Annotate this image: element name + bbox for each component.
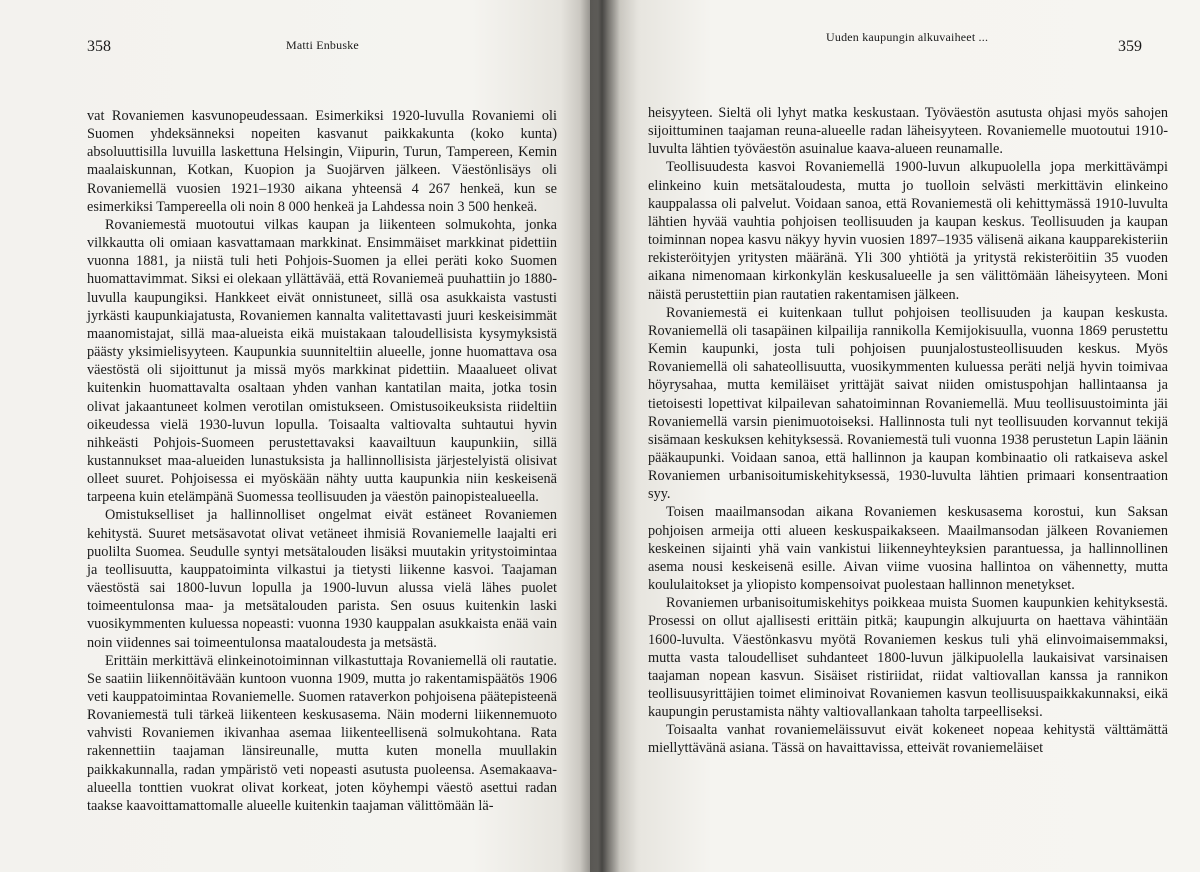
page-number: 359: [1118, 38, 1142, 55]
paragraph: Erittäin merkittävä elinkeinotoiminnan vilkastuttaja Rovaniemellä oli rautatie. Se saatiin liikennöitävään kuntoon vuonna 1909, mutta jo rakentamispäätös 1906 veti kauppatoimintaa Rovaniemelle. Suomen rataverkon pohjoisena päätepisteenä Rovaniemestä tuli tärkeä liikenteen keskusasema. Näin moderni liikennemuoto vahvisti Rovaniemen ikivanhaa asemaa liikenteellisenä solmukohtana. Rata rakennettiin taajaman länsireunalle, mutta kuten monella muullakin paikkakunnalla, radan ympäristö veti nopeasti asutusta puoleensa. Asemakaava-alueella tonttien vuokrat olivat korkeat, joten köyhempi väestö asettui radan taakse kaavoittamattomalle alueelle kuitenkin taajaman välittömään lä-: [87, 652, 557, 814]
right-page: [590, 0, 1200, 872]
paragraph: vat Rovaniemen kasvunopeudessaan. Esimerkiksi 1920-luvulla Rovaniemi oli Suomen yhdeksänneksi nopeiten kasvanut paikkakunta (koko kunta) absoluuttisilla luvuilla laskettuna Helsingin, Viipurin, Turun, Tampereen, Kemin maalaiskunnan, Kotkan, Kuopion ja Suojärven jälkeen. Väestönlisäys oli Rovaniemellä vuosien 1921–1930 aikana yhteensä 4 267 henkeä, kun se esimerkiksi Tampereella oli noin 8 000 henkeä ja Lahdessa noin 3 500 henkeä.: [87, 108, 557, 215]
paragraph: Toisaalta vanhat rovaniemeläissuvut eivät kokeneet nopeaa kehitystä välttämättä miellyttävänä asiana. Tässä on havaittavissa, etteivät rovaniemeläiset: [648, 722, 1168, 757]
paragraph: Omistukselliset ja hallinnolliset ongelmat eivät estäneet Rovaniemen kehitystä. Suuret metsäsavotat olivat vetäneet ihmisiä Rovaniemelle laajalti eri puolilta Suomea. Seudulle syntyi metsätalouden lisäksi muutakin yritystoimintaa ja teollisuutta, kauppatoiminta vilkastui ja tietysti liikenne kasvoi. Taajaman väestöstä sai 1800-luvun lopulla ja 1900-luvun alussa vielä lähes puolet toimeentulonsa maa- ja metsätalouden parista. Sen osuus kuitenkin laski vuosikymmenten kuluessa nopeasti: vuonna 1930 kauppalan asukkaista enää vain noin viidennes sai toimeentulonsa maataloudesta ja metsästä.: [87, 507, 557, 651]
running-head-chapter: Uuden kaupungin alkuvaiheet ...: [826, 30, 989, 44]
page-number: 358: [87, 38, 111, 55]
paragraph: Rovaniemen urbanisoitumiskehitys poikkeaa muista Suomen kaupunkien kehityksestä. Prosessi on ollut ajallisesti erittäin pitkä; kaupungin alkujuurta on haettava vähintään 1600-luvulta. Väestönkasvu myötä Rovaniemen keskus tuli yhä elinvoimaisemmaksi, mutta vasta taloudelliset suhdanteet 1800-luvun jälkipuolella laukaisivat varsinaisen taajaman nopean kasvun. Sisäiset ristiriidat, riidat valtiovallan kanssa ja rannikon teollisuusyrittäjien toimet eliminoivat Rovaniemen kasvun teollisuuspaikkakunnaksi, eikä kaupungin perustamista nähty valtiovallankaan taholta tarpeelliseksi.: [648, 595, 1168, 721]
paragraph: Teollisuudesta kasvoi Rovaniemellä 1900-luvun alkupuolella jopa merkittävämpi elinkeino kuin metsätaloudesta, mutta jo tuolloin selvästi merkittävin elinkeino kauppalassa oli palvelut. Voidaan sanoa, että Rovaniemestä oli kehittymässä 1910-luvulta lähtien hyvää vauhtia pohjoisen teollisuuden ja kaupan keskus. Teollisuuden ja kaupan toiminnan nopea kasvu näkyy hyvin vuosien 1897–1935 välisenä aikana kaupparekisteriin rekisteröityjen yritysten määränä. Yli 300 yhtiötä ja yritystä rekisteröitiin 35 vuoden aikana nimenomaan kirkonkylän keskusalueelle ja sen välittömään läheisyyteen. Moni näistä perustettiin pian rautatien rakentamisen jälkeen.: [648, 159, 1168, 303]
running-head-author: Matti Enbuske: [286, 38, 359, 52]
left-page: [0, 0, 590, 872]
body-text: [87, 107, 557, 815]
paragraph: Rovaniemestä muotoutui vilkas kaupan ja liikenteen solmukohta, jonka vilkkautta oli omiaan kasvattamaan markkinat. Ensimmäiset markkinat pidettiin vuonna 1881, ja niistä tuli heti Pohjois-Suomen ja ellei peräti koko Suomen huomattavimmat. Siksi ei olekaan yllättävää, että Rovaniemeä puuhattiin jo 1880-luvulla kaupungiksi. Hankkeet eivät onnistuneet, sillä osa asukkaista vastusti jyrkästi kaupunkiajatusta, Rovaniemen kannalta valitettavasti juuri keskeisimmät maanomistajat, sillä maa-alueista eikä muistakaan taloudellisista kysymyksistä päästy yksimielisyyteen. Kaupunkia suunniteltiin alueelle, jonne huomattava osa väestöstä oli sijoittunut ja missä myös markkinat pidettiin. Maaalueet olivat kuitenkin huomattavalta osaltaan yhden vanhan kantatilan maita, jotka tosin olivat jakaantuneet kolmen verotilan omistukseen. Omistusoikeuksista riideltiin oikeudessa vielä 1930-luvun lopulla. Toisaalta valtiovalta suhtautui hyvin nihkeästi Pohjois-Suomeen perustettavaksi kaavailtuun kaupunkiin, sillä kustannukset maa-alueiden lunastuksista ja hallinnollisista järjestelyistä olisivat olleet suuret. Pohjoisessa ei myöskään nähty uutta kaupunkia niin keskeisenä tarpeena kuin etelämpänä Suomessa teollisuuden ja väestön painopistealueella.: [87, 216, 557, 506]
body-text: [648, 104, 1168, 758]
paragraph: heisyyteen. Sieltä oli lyhyt matka keskustaan. Työväestön asutusta ohjasi myös sahojen sijoittuminen taajaman reuna-alueelle radan läheisyyteen. Rovaniemelle muotoutui 1910-luvulta lähtien työväestön asuinalue kaava-alueen reunamalle.: [648, 105, 1168, 158]
paragraph: Toisen maailmansodan aikana Rovaniemen keskusasema korostui, kun Saksan pohjoisen armeija otti alueen keskuspaikakseen. Maailmansodan jälkeen Rovaniemen keskeinen sijainti yhä vain vankistui liikenneyhteyksien parantuessa, ja hallinnollinen asema nousi keskeisenä esille. Aivan viime vuosina hallintoa on vähennetty, mutta koululaitokset ja yliopisto kompensoivat puolestaan hallinnon menetykset.: [648, 504, 1168, 594]
paragraph: Rovaniemestä ei kuitenkaan tullut pohjoisen teollisuuden ja kaupan keskusta. Rovaniemellä oli tasapäinen kilpailija rannikolla Kemijokisuulla, vuonna 1869 perustettu Kemin kaupunki, josta tuli pohjoisen puunjalostusteollisuuden keskus. Myös Rovaniemellä oli sahateollisuutta, vuosikymmenten kuluessa peräti neljä hyvin toimivaa höyrysahaa, mutta kemiläiset yrittäjät saivat niiden omistuspohjan hallintaansa ja tietoisesti lopettivat kilpailevan sahatoiminnan Rovaniemellä. Muu teollisuustoiminta jäi Rovaniemellä varsin pienimuotoiseksi. Hallinnosta tuli nyt teollisuuden korvannut tekijä sisämaan keskuksen kehityksessä. Rovaniemestä tuli vuonna 1938 perustetun Lapin läänin pääkaupunki. Voidaan sanoa, että hallinnon ja kaupan kombinaatio oli ratkaiseva askel Rovaniemen urbanisoitumiskehityksessä, 1930-luvulta lähtien primaari konsentraation syy.: [648, 304, 1168, 503]
